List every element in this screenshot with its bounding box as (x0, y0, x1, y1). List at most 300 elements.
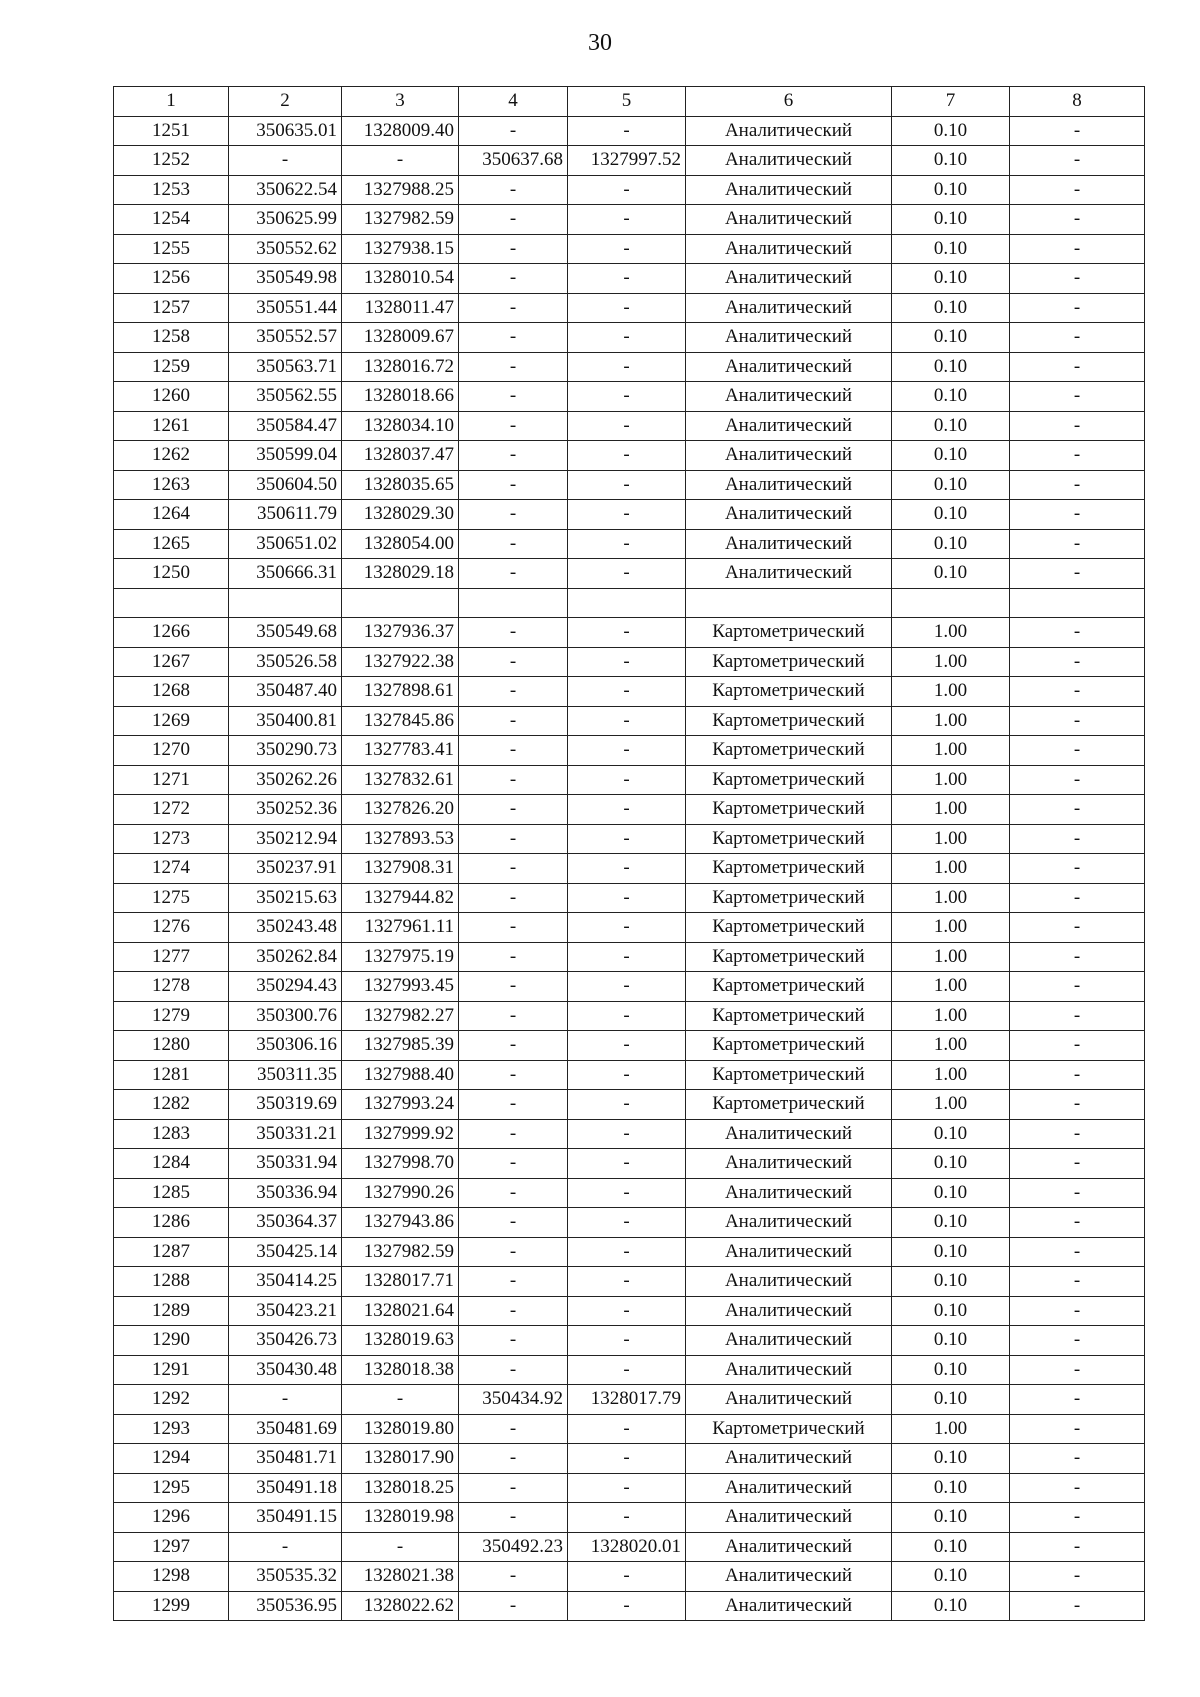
table-cell: - (1010, 1591, 1145, 1621)
table-cell: 0.10 (892, 1326, 1010, 1356)
table-cell: - (568, 293, 686, 323)
table-cell: 1282 (114, 1090, 229, 1120)
table-cell: 1253 (114, 175, 229, 205)
table-row (114, 765, 1145, 795)
table-cell: 1327975.19 (342, 942, 459, 972)
table-cell: 0.10 (892, 1355, 1010, 1385)
table-cell: 350666.31 (229, 559, 342, 589)
table-cell: 0.10 (892, 175, 1010, 205)
table-cell: 0.10 (892, 1503, 1010, 1533)
table-cell: Аналитический (686, 1503, 892, 1533)
table-cell: 1269 (114, 706, 229, 736)
table-row (114, 559, 1145, 589)
table-cell: 350604.50 (229, 470, 342, 500)
table-cell: 1.00 (892, 765, 1010, 795)
table-cell: - (459, 382, 568, 412)
table-cell: - (1010, 1119, 1145, 1149)
table-cell: - (1010, 323, 1145, 353)
table-cell: - (1010, 1355, 1145, 1385)
table-cell: - (459, 618, 568, 648)
table-cell: - (568, 441, 686, 471)
table-cell: 1280 (114, 1031, 229, 1061)
table-cell: 350400.81 (229, 706, 342, 736)
table-row (114, 1060, 1145, 1090)
table-cell: - (459, 323, 568, 353)
table-row (114, 234, 1145, 264)
table-cell: 1327845.86 (342, 706, 459, 736)
table-cell: - (229, 1385, 342, 1415)
table-cell: - (1010, 411, 1145, 441)
table-cell: - (459, 913, 568, 943)
table-cell: 350414.25 (229, 1267, 342, 1297)
table-cell: - (1010, 677, 1145, 707)
table-cell: Аналитический (686, 1473, 892, 1503)
table-cell: Аналитический (686, 175, 892, 205)
table-cell: - (1010, 765, 1145, 795)
table-cell: 350331.21 (229, 1119, 342, 1149)
table-row (114, 736, 1145, 766)
table-cell: 0.10 (892, 470, 1010, 500)
table-row (114, 1473, 1145, 1503)
table-cell: - (459, 1090, 568, 1120)
table-cell: 350526.58 (229, 647, 342, 677)
table-cell: 1284 (114, 1149, 229, 1179)
table-cell: - (1010, 500, 1145, 530)
table-cell: 0.10 (892, 1149, 1010, 1179)
table-cell: 1327944.82 (342, 883, 459, 913)
table-cell: - (1010, 913, 1145, 943)
table-cell: - (1010, 1326, 1145, 1356)
table-cell: 1265 (114, 529, 229, 559)
table-row (114, 942, 1145, 972)
table-row (114, 1385, 1145, 1415)
table-cell: - (459, 1031, 568, 1061)
table-row (114, 1355, 1145, 1385)
table-cell: - (568, 1178, 686, 1208)
table-cell: - (1010, 1237, 1145, 1267)
table-cell: - (459, 264, 568, 294)
table-cell: 350635.01 (229, 116, 342, 146)
table-cell: 0.10 (892, 205, 1010, 235)
table-row (114, 854, 1145, 884)
table-cell: - (459, 116, 568, 146)
table-cell: - (459, 234, 568, 264)
table-cell: 1286 (114, 1208, 229, 1238)
table-cell: 1328054.00 (342, 529, 459, 559)
table-cell: 350599.04 (229, 441, 342, 471)
table-cell: 0.10 (892, 529, 1010, 559)
table-cell: Аналитический (686, 1326, 892, 1356)
table-cell: - (1010, 1444, 1145, 1474)
table-cell: 1328011.47 (342, 293, 459, 323)
table-cell: 1255 (114, 234, 229, 264)
table-cell: 1327898.61 (342, 677, 459, 707)
table-cell: - (1010, 972, 1145, 1002)
table-cell: Картометрический (686, 1090, 892, 1120)
table-cell: 1259 (114, 352, 229, 382)
table-cell: 1283 (114, 1119, 229, 1149)
table-cell: 0.10 (892, 116, 1010, 146)
table-cell: Аналитический (686, 323, 892, 353)
table-cell: - (1010, 559, 1145, 589)
table-cell: - (568, 264, 686, 294)
table-cell: - (1010, 647, 1145, 677)
table-row (114, 293, 1145, 323)
table-cell: - (568, 382, 686, 412)
table-cell: - (1010, 883, 1145, 913)
table-cell: 350300.76 (229, 1001, 342, 1031)
table-body (114, 116, 1145, 1621)
table-cell: - (229, 146, 342, 176)
table-cell: Аналитический (686, 1149, 892, 1179)
table-cell: - (459, 854, 568, 884)
table-cell: - (568, 618, 686, 648)
table-cell: 0.10 (892, 382, 1010, 412)
table-cell: - (568, 116, 686, 146)
table-cell: 1279 (114, 1001, 229, 1031)
table-cell: - (1010, 441, 1145, 471)
table-cell: 350215.63 (229, 883, 342, 913)
table-cell: - (1010, 854, 1145, 884)
table-cell: 1327832.61 (342, 765, 459, 795)
table-cell: - (459, 1473, 568, 1503)
table-cell: 0.10 (892, 1296, 1010, 1326)
table-cell: Картометрический (686, 913, 892, 943)
table-cell: 350611.79 (229, 500, 342, 530)
table-cell: 1250 (114, 559, 229, 589)
table-cell: 1262 (114, 441, 229, 471)
table-cell: Аналитический (686, 234, 892, 264)
table-row (114, 677, 1145, 707)
table-row (114, 1208, 1145, 1238)
table-row (114, 1414, 1145, 1444)
table-cell: - (1010, 352, 1145, 382)
table-cell: Картометрический (686, 883, 892, 913)
table-cell: - (1010, 618, 1145, 648)
table-cell: - (568, 1444, 686, 1474)
table-cell: 350294.43 (229, 972, 342, 1002)
table-cell: 1271 (114, 765, 229, 795)
table-cell: - (229, 1532, 342, 1562)
table-cell: Аналитический (686, 500, 892, 530)
table-cell: 1327826.20 (342, 795, 459, 825)
table-cell: - (459, 1060, 568, 1090)
table-cell: - (568, 1473, 686, 1503)
table-row (114, 647, 1145, 677)
table-cell (114, 588, 229, 618)
table-cell: 350536.95 (229, 1591, 342, 1621)
table-cell: 1258 (114, 323, 229, 353)
table-cell: Аналитический (686, 411, 892, 441)
table-cell: Картометрический (686, 706, 892, 736)
table-cell: - (1010, 1178, 1145, 1208)
table-cell: - (1010, 824, 1145, 854)
table-cell: 1327993.45 (342, 972, 459, 1002)
table-cell: Аналитический (686, 1591, 892, 1621)
table-cell: 1281 (114, 1060, 229, 1090)
table-cell: 1.00 (892, 972, 1010, 1002)
table-row (114, 1149, 1145, 1179)
table-cell: - (459, 942, 568, 972)
table-cell: Картометрический (686, 795, 892, 825)
table-cell: - (459, 1326, 568, 1356)
column-header: 4 (459, 87, 568, 117)
table-cell: 1328018.25 (342, 1473, 459, 1503)
table-cell: - (1010, 942, 1145, 972)
table-cell: 350491.15 (229, 1503, 342, 1533)
table-row (114, 441, 1145, 471)
table-cell: - (568, 677, 686, 707)
table-cell: - (342, 1532, 459, 1562)
table-cell: 350491.18 (229, 1473, 342, 1503)
table-cell: - (459, 1149, 568, 1179)
table-cell: 1328029.18 (342, 559, 459, 589)
table-cell: - (568, 1296, 686, 1326)
table-cell (1010, 588, 1145, 618)
column-header: 2 (229, 87, 342, 117)
table-cell: 1278 (114, 972, 229, 1002)
table-cell: - (1010, 1208, 1145, 1238)
table-row (114, 1267, 1145, 1297)
table-cell: - (568, 1119, 686, 1149)
table-cell: - (568, 854, 686, 884)
table-cell: - (1010, 1562, 1145, 1592)
table-cell: - (459, 1296, 568, 1326)
table-cell: - (568, 1414, 686, 1444)
table-cell: 1328018.66 (342, 382, 459, 412)
table-cell: 1256 (114, 264, 229, 294)
table-cell: - (568, 1149, 686, 1179)
table-cell: - (568, 234, 686, 264)
table-cell: Аналитический (686, 1267, 892, 1297)
table-cell: 350552.62 (229, 234, 342, 264)
table-row (114, 1090, 1145, 1120)
table-row (114, 1237, 1145, 1267)
table-cell: - (568, 647, 686, 677)
table-cell: - (568, 1355, 686, 1385)
table-cell: Картометрический (686, 677, 892, 707)
table-cell: 0.10 (892, 1267, 1010, 1297)
table-cell: - (459, 647, 568, 677)
table-cell: 1327993.24 (342, 1090, 459, 1120)
table-cell: - (568, 1591, 686, 1621)
table-cell: 1254 (114, 205, 229, 235)
table-cell: 1328009.40 (342, 116, 459, 146)
table-cell: 1327982.27 (342, 1001, 459, 1031)
table-cell: Картометрический (686, 647, 892, 677)
table-cell: - (459, 1237, 568, 1267)
table-cell: 0.10 (892, 264, 1010, 294)
table-cell: - (459, 706, 568, 736)
table-cell: 1299 (114, 1591, 229, 1621)
table-cell: - (568, 883, 686, 913)
table-cell: - (459, 765, 568, 795)
table-cell: 1290 (114, 1326, 229, 1356)
table-cell: 1263 (114, 470, 229, 500)
table-cell: 0.10 (892, 1237, 1010, 1267)
table-cell: 1257 (114, 293, 229, 323)
table-cell: - (459, 1562, 568, 1592)
table-cell: 1285 (114, 1178, 229, 1208)
table-cell: 1328019.63 (342, 1326, 459, 1356)
table-row (114, 470, 1145, 500)
table-cell: 350311.35 (229, 1060, 342, 1090)
table-row (114, 1444, 1145, 1474)
table-cell: 0.10 (892, 352, 1010, 382)
table-row (114, 1562, 1145, 1592)
table-cell: - (568, 765, 686, 795)
table-row (114, 1031, 1145, 1061)
table-cell: - (459, 293, 568, 323)
table-row (114, 972, 1145, 1002)
column-header: 8 (1010, 87, 1145, 117)
table-cell: 0.10 (892, 1444, 1010, 1474)
table-cell: Аналитический (686, 382, 892, 412)
table-row (114, 1178, 1145, 1208)
table-cell: 0.10 (892, 1385, 1010, 1415)
table-cell: - (568, 1208, 686, 1238)
table-cell: 1327783.41 (342, 736, 459, 766)
table-cell: - (459, 1267, 568, 1297)
table-cell: - (342, 146, 459, 176)
table-cell (686, 588, 892, 618)
table-row (114, 323, 1145, 353)
table-cell: 0.10 (892, 234, 1010, 264)
table-row (114, 411, 1145, 441)
table-cell: 1.00 (892, 854, 1010, 884)
column-header: 7 (892, 87, 1010, 117)
table-cell: 350562.55 (229, 382, 342, 412)
table-cell: 0.10 (892, 323, 1010, 353)
table-cell: - (568, 559, 686, 589)
table-cell: - (459, 1355, 568, 1385)
table-cell: 1264 (114, 500, 229, 530)
table-cell: 1327893.53 (342, 824, 459, 854)
table-cell: - (568, 500, 686, 530)
table-cell: - (459, 677, 568, 707)
table-cell: 350262.26 (229, 765, 342, 795)
table-cell: 0.10 (892, 500, 1010, 530)
table-cell: 350535.32 (229, 1562, 342, 1592)
table-cell: - (568, 795, 686, 825)
table-cell: 1327999.92 (342, 1119, 459, 1149)
table-cell: 350262.84 (229, 942, 342, 972)
table-cell: Аналитический (686, 1296, 892, 1326)
table-cell: 1327922.38 (342, 647, 459, 677)
table-row (114, 706, 1145, 736)
table-cell: - (459, 175, 568, 205)
table-row (114, 175, 1145, 205)
table-cell: - (459, 529, 568, 559)
table-cell: 1275 (114, 883, 229, 913)
table-row (114, 116, 1145, 146)
table-cell: - (459, 411, 568, 441)
table-cell: - (568, 1267, 686, 1297)
table-cell: 1.00 (892, 1090, 1010, 1120)
table-cell: 0.10 (892, 1119, 1010, 1149)
table-cell: 1276 (114, 913, 229, 943)
table-cell: Аналитический (686, 529, 892, 559)
table-cell: 350252.36 (229, 795, 342, 825)
table-cell: 1293 (114, 1414, 229, 1444)
table-cell: 1328018.38 (342, 1355, 459, 1385)
table-cell: Картометрический (686, 1414, 892, 1444)
table-cell: 1327988.25 (342, 175, 459, 205)
table-cell: Картометрический (686, 1001, 892, 1031)
table-row (114, 352, 1145, 382)
table-cell: 1277 (114, 942, 229, 972)
table-cell: 1.00 (892, 1001, 1010, 1031)
table-cell: 0.10 (892, 1208, 1010, 1238)
table-cell: 350552.57 (229, 323, 342, 353)
table-cell: 350331.94 (229, 1149, 342, 1179)
table-cell: 350549.68 (229, 618, 342, 648)
table-cell: 350212.94 (229, 824, 342, 854)
table-cell: 1294 (114, 1444, 229, 1474)
column-header: 5 (568, 87, 686, 117)
table-cell: - (1010, 1031, 1145, 1061)
table-cell: 1.00 (892, 942, 1010, 972)
table-cell: 350290.73 (229, 736, 342, 766)
table-cell: - (459, 1444, 568, 1474)
table-cell: - (459, 824, 568, 854)
table-cell: Картометрический (686, 824, 892, 854)
table-cell: 1328034.10 (342, 411, 459, 441)
table-cell: 1.00 (892, 824, 1010, 854)
table-row (114, 529, 1145, 559)
table-cell: 350426.73 (229, 1326, 342, 1356)
table-cell: Аналитический (686, 1355, 892, 1385)
table-cell: 350492.23 (459, 1532, 568, 1562)
table-cell: 1.00 (892, 1060, 1010, 1090)
table-cell: 0.10 (892, 1562, 1010, 1592)
page-number: 30 (588, 30, 612, 56)
table-cell: 350563.71 (229, 352, 342, 382)
table-cell: Аналитический (686, 264, 892, 294)
table-cell: Картометрический (686, 736, 892, 766)
table-cell: Аналитический (686, 352, 892, 382)
table-cell: - (1010, 736, 1145, 766)
table-cell: - (1010, 293, 1145, 323)
table-cell: 1328009.67 (342, 323, 459, 353)
table-cell: - (1010, 470, 1145, 500)
table-cell: - (568, 706, 686, 736)
table-cell: Картометрический (686, 618, 892, 648)
table-cell (229, 588, 342, 618)
table-row (114, 795, 1145, 825)
table-cell: 1327943.86 (342, 1208, 459, 1238)
table-cell: Аналитический (686, 146, 892, 176)
table-cell: 1.00 (892, 647, 1010, 677)
table-cell: - (459, 795, 568, 825)
table-cell: - (459, 1001, 568, 1031)
table-cell: Аналитический (686, 1562, 892, 1592)
table-cell: Картометрический (686, 1031, 892, 1061)
table-cell: 1328021.38 (342, 1562, 459, 1592)
table-cell: Аналитический (686, 116, 892, 146)
table-cell: 1327985.39 (342, 1031, 459, 1061)
table-row (114, 500, 1145, 530)
table-cell: 0.10 (892, 1178, 1010, 1208)
table-row (114, 1532, 1145, 1562)
table-cell: Аналитический (686, 1444, 892, 1474)
table-cell: - (459, 736, 568, 766)
table-cell: - (459, 441, 568, 471)
table-cell: 1328035.65 (342, 470, 459, 500)
table-cell: 1.00 (892, 795, 1010, 825)
table-row (114, 1591, 1145, 1621)
table-cell: - (568, 175, 686, 205)
